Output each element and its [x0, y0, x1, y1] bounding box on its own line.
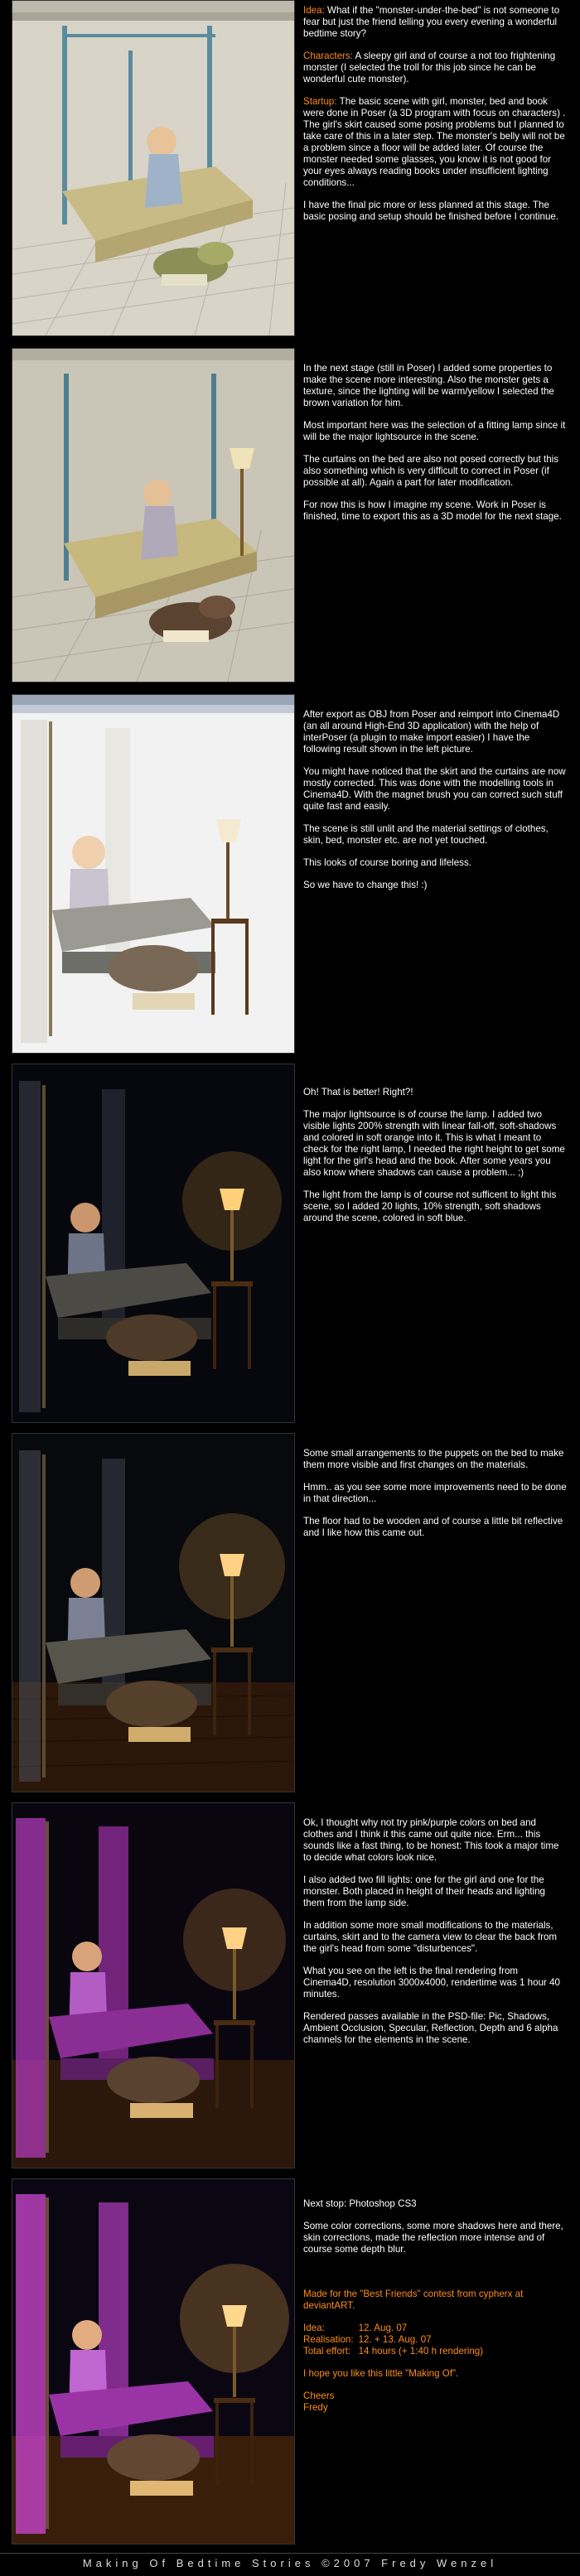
section-3-text — [303, 709, 568, 902]
cinema4d-unlit-screenshot — [12, 694, 295, 1054]
paragraph: Some color corrections, some more shadows here and there, skin corrections, made the reflection more intense and of course some depth blur. — [303, 2221, 563, 2255]
signoff-name: Fredy — [303, 2402, 328, 2413]
startup-label: Startup: — [303, 96, 337, 107]
fact-value: 12. Aug. 07 — [358, 2323, 408, 2333]
section-2 — [12, 348, 568, 681]
paragraph: I have the final pic more or less planned at this stage. The basic posing and setup should be finished before I continue. — [303, 200, 559, 222]
paragraph: Oh! That is better! Right?! — [303, 1087, 413, 1097]
characters-paragraph: Characters: A sleepy girl and of course a not too frightening monster (I selected the troll for this job since he can be wonderful cute monster). — [303, 51, 556, 84]
idea-label: Idea: — [303, 5, 325, 16]
idea-paragraph: Idea: What if the "monster-under-the-bed" is not someone to fear but just the friend telling you every evening a wonderful bedtime story? — [303, 5, 560, 39]
section-6 — [12, 1802, 568, 2167]
fact-value: 14 hours (+ 1:40 h rendering) — [358, 2346, 484, 2357]
fact-key: Idea: — [303, 2323, 325, 2333]
fact-row — [303, 2346, 488, 2357]
pink-purple-render — [12, 1802, 295, 2168]
paragraph: Most important here was the selection of a fitting lamp since it will be the major lightsource in the scene. — [303, 420, 566, 442]
paragraph: In the next stage (still in Poser) I added some properties to make the scene more interesting. Also the monster gets a texture, since the lighting will be warm/yellow I selected the brown variation for him. — [303, 363, 554, 408]
final-photoshop-render — [12, 2178, 295, 2545]
section-6-text — [303, 1817, 568, 2057]
characters-label: Characters: — [303, 51, 353, 61]
paragraph: I also added two fill lights: one for the girl and one for the monster. Both placed in height of their heads and lighting them from the lamp side. — [303, 1874, 545, 1908]
paragraph: The major lightsource is of course the lamp. I added two visible lights 200% strength with linear fall-off, soft-shadows and colored in soft orange into it. This is what I meant to check for the right lamp, I needed the right height to get some light for the girl's head and the book. After some years you also know where shadows can cause a problem... ;) — [303, 1109, 565, 1178]
paragraph: The scene is still unlit and the material settings of clothes, skin, bed, monster etc. are not yet touched. — [303, 823, 549, 846]
signoff-cheers: Cheers — [303, 2390, 335, 2401]
section-1-text — [303, 5, 568, 234]
wooden-floor-render — [12, 1433, 295, 1792]
paragraph: What you see on the left is the final rendering from Cinema4D, resolution 3000x4000, rendertime was 1 hour 40 minutes. — [303, 1966, 560, 2000]
section-5-text — [303, 1448, 568, 1550]
footer-credit: Making Of Bedtime Stories ©2007 Fredy Wenzel — [0, 2553, 580, 2574]
project-facts-table — [303, 2323, 488, 2357]
paragraph: The light from the lamp is of course not sufficent to light this scene, so I added 20 lights, 10% strength, soft shadows around the scene, colored in soft blue. — [303, 1189, 557, 1223]
section-1 — [12, 0, 568, 335]
paragraph: In addition some more small modifications to the materials, curtains, skirt and to the camera view to clear the back from the girl's head from some "disturbences". — [303, 1920, 558, 1954]
paragraph: Hmm.. as you see some more improvements need to be done in that direction... — [303, 1482, 567, 1504]
fact-key: Realisation: — [303, 2334, 354, 2345]
section-7 — [12, 2178, 568, 2543]
lamp-lit-render — [12, 1064, 295, 1423]
section-3 — [12, 694, 568, 1052]
poser-textured-screenshot — [12, 348, 295, 683]
paragraph: The floor had to be wooden and of course a little bit reflective and I like how this came out. — [303, 1516, 563, 1538]
paragraph: This looks of course boring and lifeless. — [303, 857, 471, 868]
startup-paragraph: Startup: The basic scene with girl, monster, bed and book were done in Poser (a 3D program with focus on characters) . The girl's skirt caused some posing problems but I planned to take care of this in a later step. The monster's belly will not be a problem since a floor will be added later. Of course the monster needed some glasses, you know it is not good for your eyes always reading books under insufficient lighting conditions... — [303, 96, 566, 188]
section-4-text — [303, 1087, 568, 1235]
section-4 — [12, 1064, 568, 1421]
paragraph: For now this is how I imagine my scene. Work in Poser is finished, time to export this as a 3D model for the next stage. — [303, 499, 562, 522]
section-2-text — [303, 363, 568, 533]
poser-posing-screenshot — [12, 0, 295, 336]
paragraph: You might have noticed that the skirt and the curtains are now mostly corrected. This was done with the modelling tools in Cinema4D. With the magnet brush you can correct such stuff quite fast and easily. — [303, 766, 566, 812]
closing-line: I hope you like this little "Making Of". — [303, 2368, 459, 2379]
paragraph: The curtains on the bed are also not posed correctly but this also something which is very difficult to correct in Poser (if possible at all). Again a part for later modification. — [303, 454, 559, 488]
fact-value: 12. + 13. Aug. 07 — [358, 2334, 432, 2345]
paragraph: So we have to change this! :) — [303, 880, 428, 890]
paragraph: Some small arrangements to the puppets on the bed to make them more visible and first changes on the materials. — [303, 1448, 564, 1470]
paragraph: Rendered passes available in the PSD-file: Pic, Shadows, Ambient Occlusion, Specular, Reflection, Depth and 6 alpha channels for the elements in the scene. — [303, 2011, 558, 2045]
fact-row — [303, 2323, 488, 2334]
paragraph: Ok, I thought why not try pink/purple colors on bed and clothes and I think it this came out quite nice. Erm... this sounds like a fast thing, to be honest: This took a major time to decide what colors look nice. — [303, 1817, 559, 1863]
section-5 — [12, 1433, 568, 1791]
section-7-text — [303, 2198, 568, 2424]
paragraph: After export as OBJ from Poser and reimport into Cinema4D (an all around High-End 3D application) with the help of interPoser (a plugin to make import easier) I have the following result shown in the left picture. — [303, 709, 560, 755]
fact-key: Total effort: — [303, 2346, 351, 2357]
fact-row — [303, 2334, 488, 2346]
contest-note: Made for the "Best Friends" contest from cypherx at deviantART. — [303, 2289, 524, 2311]
paragraph: Next stop: Photoshop CS3 — [303, 2198, 417, 2209]
